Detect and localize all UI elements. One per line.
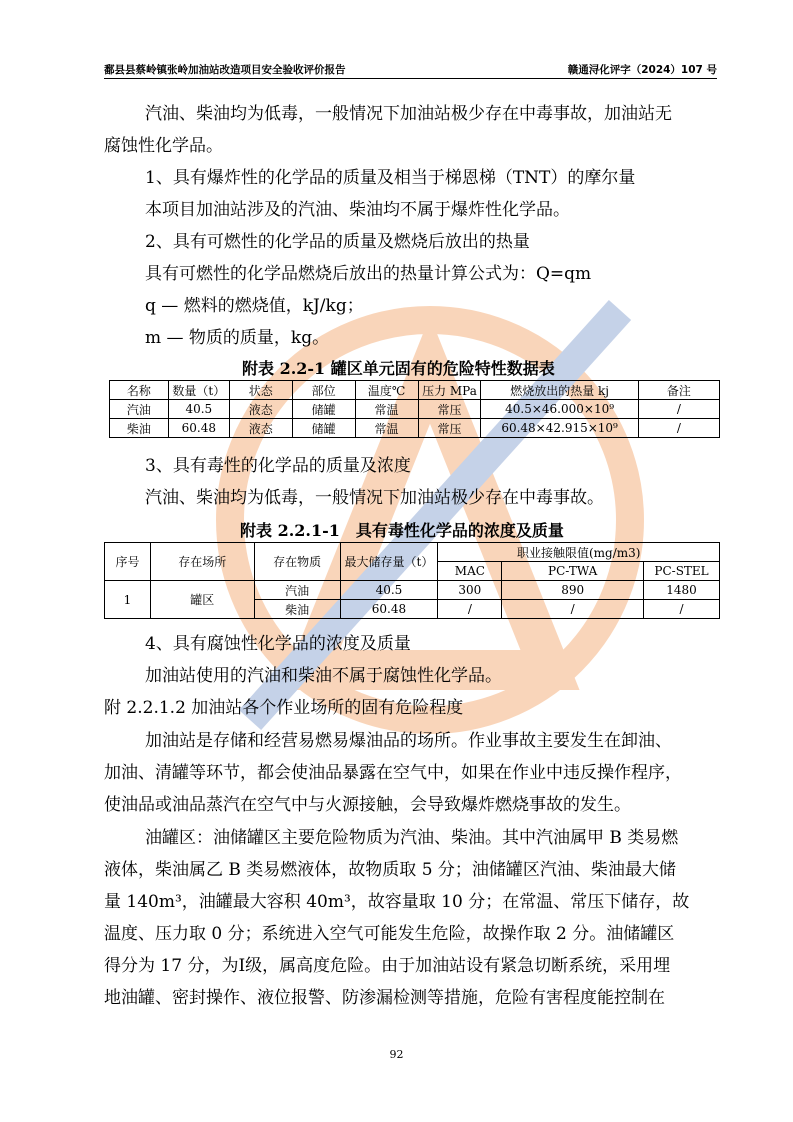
paragraph: 使油品或油品蒸汽在空气中与火源接触，会导致爆炸燃烧事故的发生。 — [104, 795, 631, 815]
table2-header: 职业接触限值(mg/m3) — [438, 543, 720, 562]
table-cell: 柴油 — [254, 600, 340, 619]
paragraph: 汽油、柴油均为低毒，一般情况下加油站极少存在中毒事故。 — [145, 488, 604, 508]
table-cell: 40.5×46.000×10⁹ — [481, 400, 638, 419]
table2-subheader: PC-TWA — [502, 562, 644, 581]
table-cell: / — [438, 600, 502, 619]
table-cell: 液态 — [229, 419, 292, 438]
paragraph: 油罐区：油储罐区主要危险物质为汽油、柴油。其中汽油属甲 B 类易燃 — [145, 828, 679, 848]
table2-subheader: MAC — [438, 562, 502, 581]
formula-def-q: q — 燃料的燃烧值，kJ/kg； — [145, 296, 364, 316]
paragraph: 得分为 17 分，为Ⅰ级，属高度危险。由于加油站设有紧急切断系统，采用埋 — [104, 956, 671, 976]
table2-header: 存在物质 — [254, 543, 340, 581]
header-doc-number: 赣通浔化评字（2024）107 号 — [567, 64, 717, 76]
table2-header: 序号 — [105, 543, 151, 581]
header-divider — [104, 78, 717, 79]
table-cell: / — [638, 400, 719, 419]
table1-header: 状态 — [229, 381, 292, 400]
table-cell: 300 — [438, 581, 502, 600]
heading-explosive: 1、具有爆炸性的化学品的质量及相当于梯恩梯（TNT）的摩尔量 — [145, 168, 636, 188]
table1-header: 部位 — [292, 381, 355, 400]
table-cell: 890 — [502, 581, 644, 600]
paragraph: 液体，柴油属乙 B 类易燃液体，故物质取 5 分；油储罐区汽油、柴油最大储 — [104, 860, 676, 880]
heading-flammable: 2、具有可燃性的化学品的质量及燃烧后放出的热量 — [145, 232, 530, 252]
paragraph: 加油站是存储和经营易燃易爆油品的场所。作业事故主要发生在卸油、 — [145, 731, 672, 751]
table-cell: 罐区 — [150, 581, 254, 619]
table-cell: 液态 — [229, 400, 292, 419]
paragraph: 本项目加油站涉及的汽油、柴油均不属于爆炸性化学品。 — [145, 200, 570, 220]
section-heading: 附 2.2.1.2 加油站各个作业场所的固有危险程度 — [104, 698, 464, 718]
table-cell: 40.5 — [340, 581, 438, 600]
table-cell: 40.5 — [168, 400, 229, 419]
paragraph: 量 140m³，油罐最大容积 40m³，故容量取 10 分；在常温、常压下储存，故 — [104, 892, 690, 912]
header-title: 鄱县县蔡岭镇张岭加油站改造项目安全验收评价报告 — [104, 64, 346, 76]
paragraph: 地油罐、密封操作、液位报警、防渗漏检测等措施，危险有害程度能控制在 — [104, 988, 665, 1008]
table2-caption: 附表 2.2.1-1 具有毒性化学品的浓度及质量 — [240, 521, 564, 540]
table-row — [110, 400, 720, 419]
table-cell: 汽油 — [110, 400, 169, 419]
table-cell: 60.48 — [168, 419, 229, 438]
heading-toxic: 3、具有毒性的化学品的质量及浓度 — [145, 456, 411, 476]
table-cell: / — [644, 600, 720, 619]
table-cell: 柴油 — [110, 419, 169, 438]
table-cell: 储罐 — [292, 400, 355, 419]
page-number: 92 — [389, 1048, 404, 1061]
table-cell: 1 — [105, 581, 151, 619]
table-row — [110, 419, 720, 438]
table1-header-row — [110, 381, 720, 400]
page-header — [104, 62, 717, 77]
table-cell: 常压 — [418, 419, 481, 438]
paragraph: 加油站使用的汽油和柴油不属于腐蚀性化学品。 — [145, 666, 502, 686]
paragraph: 温度、压力取 0 分；系统进入空气可能发生危险，故操作取 2 分。油储罐区 — [104, 924, 675, 944]
table-cell: 汽油 — [254, 581, 340, 600]
table1-header: 燃烧放出的热量 kj — [481, 381, 638, 400]
table2 — [104, 542, 720, 619]
table-cell: 60.48 — [340, 600, 438, 619]
table1-header: 温度℃ — [355, 381, 418, 400]
table1-header: 数量（t） — [168, 381, 229, 400]
table1 — [109, 380, 720, 438]
table1-header: 备注 — [638, 381, 719, 400]
table2-header: 存在场所 — [150, 543, 254, 581]
table1-header: 压力 MPa — [418, 381, 481, 400]
table-cell: 60.48×42.915×10⁹ — [481, 419, 638, 438]
paragraph: 腐蚀性化学品。 — [104, 136, 223, 156]
table2-header-row — [105, 543, 720, 562]
table-cell: 1480 — [644, 581, 720, 600]
table1-caption: 附表 2.2-1 罐区单元固有的危险特性数据表 — [242, 359, 555, 378]
paragraph: 汽油、柴油均为低毒，一般情况下加油站极少存在中毒事故，加油站无 — [145, 104, 672, 124]
table2-header: 最大储存量（t） — [340, 543, 438, 581]
paragraph: 具有可燃性的化学品燃烧后放出的热量计算公式为：Q=qm — [145, 264, 592, 284]
table-cell: 常压 — [418, 400, 481, 419]
table2-subheader: PC-STEL — [644, 562, 720, 581]
table-cell: 常温 — [355, 419, 418, 438]
formula-def-m: m — 物质的质量，kg。 — [145, 328, 330, 348]
table-cell: / — [638, 419, 719, 438]
table-cell: / — [502, 600, 644, 619]
table-row — [105, 581, 720, 600]
table-cell: 储罐 — [292, 419, 355, 438]
heading-corrosive: 4、具有腐蚀性化学品的浓度及质量 — [145, 634, 411, 654]
paragraph: 加油、清罐等环节，都会使油品暴露在空气中，如果在作业中违反操作程序， — [104, 763, 682, 783]
table-cell: 常温 — [355, 400, 418, 419]
table1-header: 名称 — [110, 381, 169, 400]
